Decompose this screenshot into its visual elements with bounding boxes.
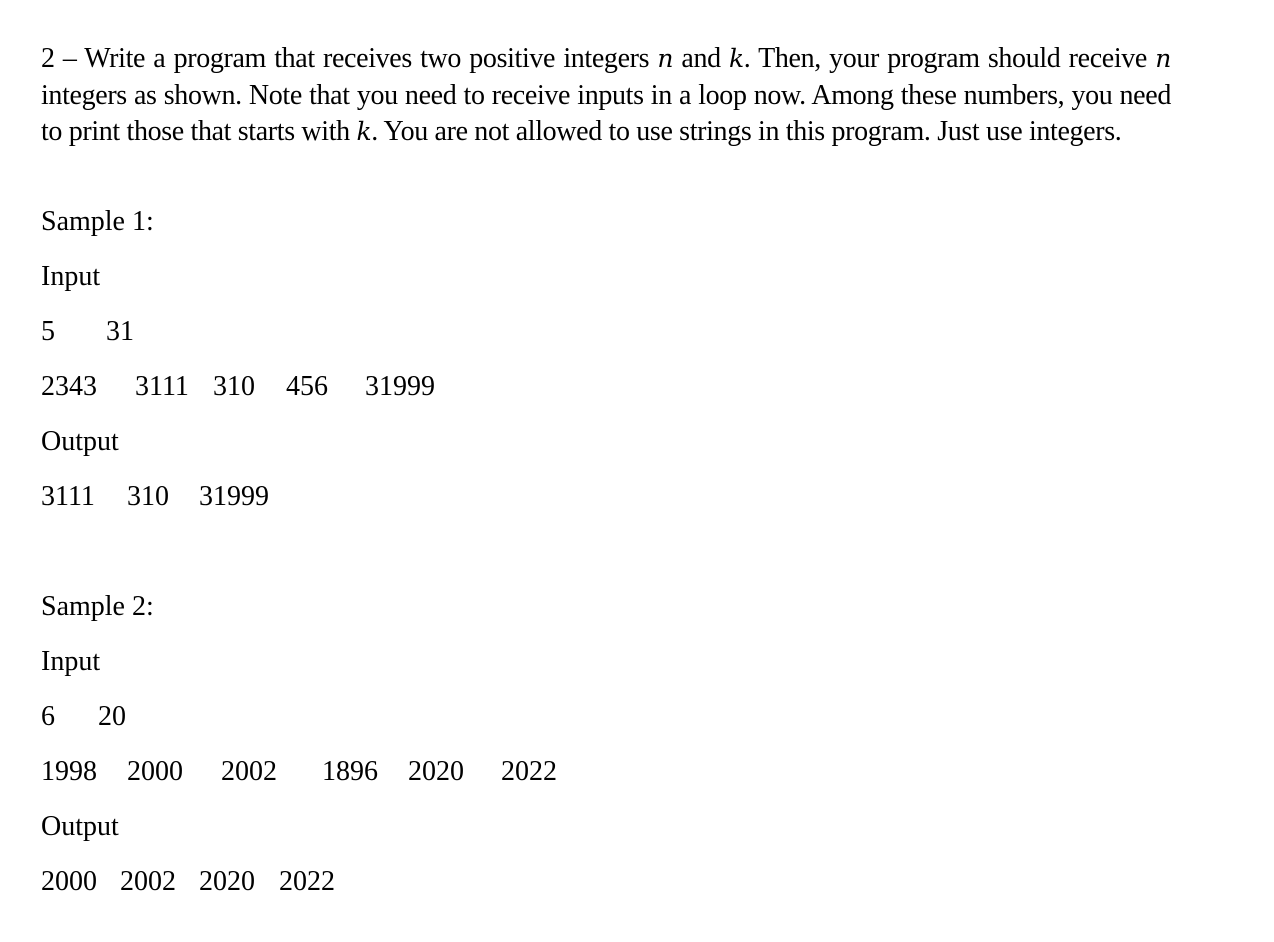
sample1-output-number: 31999 — [199, 481, 269, 512]
sample1-value-n: 5 — [41, 316, 55, 347]
problem-and: and — [673, 43, 729, 74]
sample1-input-number: 2343 — [41, 371, 97, 402]
sample1-input-number: 3111 — [135, 371, 189, 402]
sample1-input-label: Input — [41, 261, 101, 292]
sample2-input-number: 2000 — [127, 756, 183, 787]
sample2-input-number: 2002 — [221, 756, 277, 787]
sample2-input-number: 2020 — [408, 756, 464, 787]
sample2-output-label: Output — [41, 811, 119, 842]
sample2-title: Sample 2: — [41, 591, 154, 622]
sample2-input-number: 1896 — [322, 756, 378, 787]
problem-mid: . Then, your program should receive — [743, 43, 1156, 74]
problem-mid-second: integers as shown. Note that you need to receive inputs in a loop now. Among these numbers, you need to print those that starts with — [41, 79, 1171, 147]
sample1-output-number: 310 — [127, 481, 169, 512]
sample2-input-number: 1998 — [41, 756, 97, 787]
sample1-input-number: 310 — [213, 371, 255, 402]
variable-k: k — [728, 44, 744, 73]
sample2-output-number: 2020 — [199, 866, 255, 897]
variable-k-second: k — [356, 117, 372, 146]
sample2-input-number: 2022 — [501, 756, 557, 787]
variable-n-second: n — [1155, 44, 1171, 73]
sample1-title: Sample 1: — [41, 206, 154, 237]
problem-suffix: . You are not allowed to use strings in this program. Just use integers. — [371, 116, 1122, 147]
sample2-value-k: 20 — [98, 701, 126, 732]
sample1-output-label: Output — [41, 426, 119, 457]
sample1-output-number: 3111 — [41, 481, 95, 512]
problem-statement — [41, 41, 1171, 151]
sample1-input-number: 31999 — [365, 371, 435, 402]
variable-n: n — [657, 44, 674, 73]
sample2-output-number: 2000 — [41, 866, 97, 897]
sample2-input-label: Input — [41, 646, 101, 677]
problem-prefix: 2 – Write a program that receives two positive integers — [41, 43, 658, 74]
sample2-output-number: 2002 — [120, 866, 176, 897]
sample2-value-n: 6 — [41, 701, 55, 732]
sample1-value-k: 31 — [106, 316, 134, 347]
document-page — [41, 41, 1171, 897]
sample2-output-number: 2022 — [279, 866, 335, 897]
sample1-input-number: 456 — [286, 371, 328, 402]
